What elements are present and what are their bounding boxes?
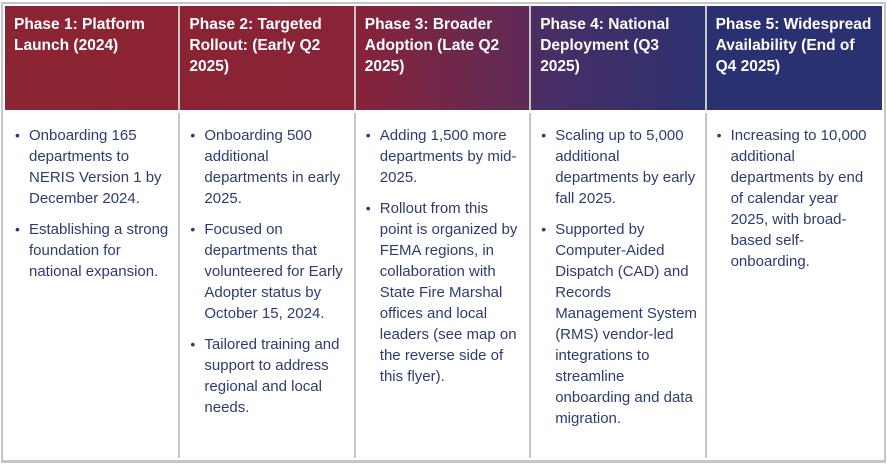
phase-4-bullet-list (540, 125, 699, 429)
bullet-item: • Rollout from this point is organized by FEMA regions, in collaboration with State Fire Marshal offices and local leaders (see map on the reverse side of this flyer). (365, 198, 524, 387)
phase-3-header-title: Phase 3: Broader Adoption (Late Q2 2025) (364, 16, 500, 75)
phase-1-body-cell (5, 113, 180, 458)
phase-2-header-cell (180, 6, 355, 110)
phase-4-header-title: Phase 4: National Deployment (Q3 2025) (540, 16, 670, 75)
bullet-item: • Supported by Computer-Aided Dispatch (CAD) and Records Management System (RMS) vendor-led integrations to streamline onboarding and data migration. (540, 219, 699, 429)
phase-4-body-cell (531, 113, 706, 458)
bullet-item: • Establishing a strong foundation for national expansion. (14, 219, 173, 282)
phase-5-header-title: Phase 5: Widespread Availability (End of Q4 2025) (715, 16, 872, 75)
phase-5-bullet-list (716, 125, 877, 272)
bullet-item: • Tailored training and support to address regional and local needs. (189, 334, 348, 418)
bullet-item: • Onboarding 165 departments to NERIS Version 1 by December 2024. (14, 125, 173, 209)
neris-rollout-phases-table (1, 2, 886, 463)
phase-2-body-cell (180, 113, 355, 458)
bullet-item: • Focused on departments that volunteered for Early Adopter status by October 15, 2024. (189, 219, 348, 324)
phase-2-bullet-list (189, 125, 348, 418)
phase-5-header-cell (707, 6, 882, 110)
table-header-row (5, 6, 882, 110)
phase-1-header-title: Phase 1: Platform Launch (2024) (14, 16, 145, 54)
bullet-item: • Increasing to 10,000 additional departments by end of calendar year 2025, with broad-based self-onboarding. (716, 125, 877, 272)
phase-4-header-cell (531, 6, 706, 110)
phase-1-bullet-list (14, 125, 173, 282)
phase-3-bullet-list (365, 125, 524, 387)
phase-2-header-title: Phase 2: Targeted Rollout: (Early Q2 2025) (189, 16, 322, 75)
bullet-item: • Scaling up to 5,000 additional departments by early fall 2025. (540, 125, 699, 209)
bullet-item: • Onboarding 500 additional departments in early 2025. (189, 125, 348, 209)
phase-1-header-cell (5, 6, 180, 110)
phase-5-body-cell (707, 113, 882, 458)
table-body-row (5, 113, 882, 458)
bullet-item: • Adding 1,500 more departments by mid-2025. (365, 125, 524, 188)
phase-3-body-cell (356, 113, 531, 458)
phase-3-header-cell (356, 6, 531, 110)
